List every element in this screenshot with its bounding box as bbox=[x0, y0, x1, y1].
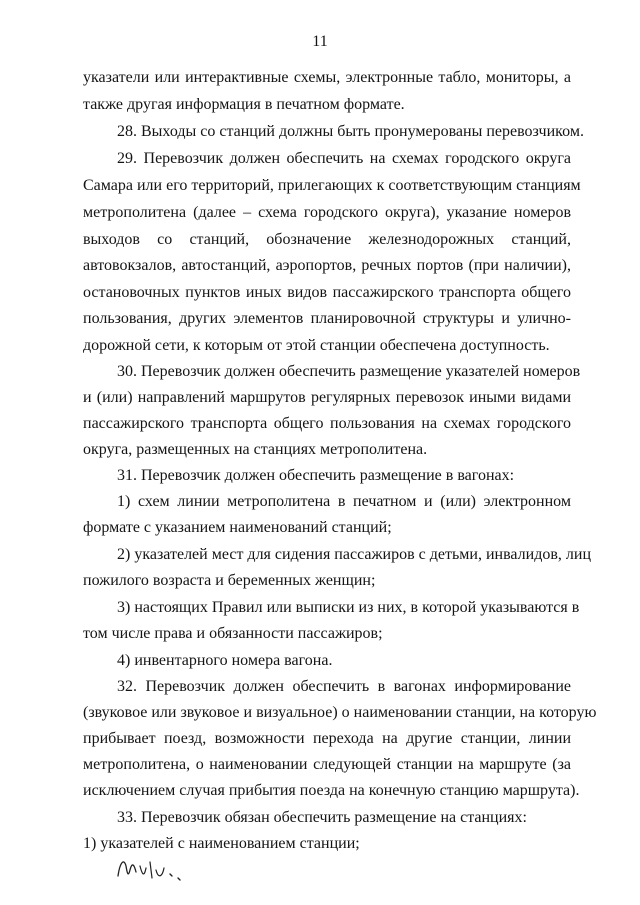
text-line: 4) инвентарного номера вагона. bbox=[117, 652, 333, 669]
text-line: пассажирского транспорта общего пользования на схемах городского bbox=[83, 415, 571, 432]
text-line: 31. Перевозчик должен обеспечить размещение в вагонах: bbox=[117, 467, 515, 484]
text-line: 1) схем линии метрополитена в печатном и (или) электронном bbox=[117, 493, 571, 510]
text-line: 32. Перевозчик должен обеспечить в вагонах информирование bbox=[117, 678, 571, 695]
text-line: том числе права и обязанности пассажиров; bbox=[83, 625, 383, 642]
text-line: исключением случая прибытия поезда на конечную станцию маршрута). bbox=[83, 782, 580, 799]
text-line: прибывает поезд, возможности перехода на другие станции, линии bbox=[83, 730, 571, 747]
text-line: 29. Перевозчик должен обеспечить на схемах городского округа bbox=[117, 150, 571, 167]
text-line: выходов со станций, обозначение железнодорожных станций, bbox=[83, 231, 571, 248]
text-line: автовокзалов, автостанций, аэропортов, речных портов (при наличии), bbox=[83, 257, 571, 274]
text-line: 33. Перевозчик обязан обеспечить размещение на станциях: bbox=[117, 809, 527, 826]
initials-signature bbox=[112, 852, 202, 888]
text-line: 1) указателей с наименованием станции; bbox=[83, 835, 360, 852]
text-line: формате с указанием наименований станций; bbox=[83, 519, 392, 536]
text-line: пожилого возраста и беременных женщин; bbox=[83, 572, 376, 589]
text-line: дорожной сети, к которым от этой станции обеспечена доступность. bbox=[83, 337, 550, 354]
text-line: 28. Выходы со станций должны быть пронумерованы перевозчиком. bbox=[117, 123, 584, 140]
text-line: и (или) направлений маршрутов регулярных перевозок иными видами bbox=[83, 389, 571, 406]
text-line: указатели или интерактивные схемы, электронные табло, мониторы, а bbox=[83, 69, 571, 86]
text-line: (звуковое или звуковое и визуальное) о наименовании станции, на которую bbox=[83, 704, 597, 721]
text-line: остановочных пунктов иных видов пассажирского транспорта общего bbox=[83, 284, 571, 301]
text-line: 2) указателей мест для сидения пассажиров с детьми, инвалидов, лиц bbox=[117, 546, 592, 563]
text-line: также другая информация в печатном формате. bbox=[83, 96, 405, 113]
text-line: округа, размещенных на станциях метрополитена. bbox=[83, 441, 428, 458]
text-line: пользования, других элементов планировочной структуры и улично- bbox=[83, 310, 571, 327]
text-line: метрополитена (далее – схема городского округа), указание номеров bbox=[83, 204, 571, 221]
text-line: метрополитена, о наименовании следующей станции на маршруте (за bbox=[83, 756, 571, 773]
text-line: 30. Перевозчик должен обеспечить размещение указателей номеров bbox=[117, 363, 581, 380]
text-line: 3) настоящих Правил или выписки из них, в которой указываются в bbox=[117, 599, 580, 616]
page-number: 11 bbox=[312, 33, 328, 50]
text-line: Самара или его территорий, прилегающих к соответствующим станциям bbox=[83, 177, 581, 194]
